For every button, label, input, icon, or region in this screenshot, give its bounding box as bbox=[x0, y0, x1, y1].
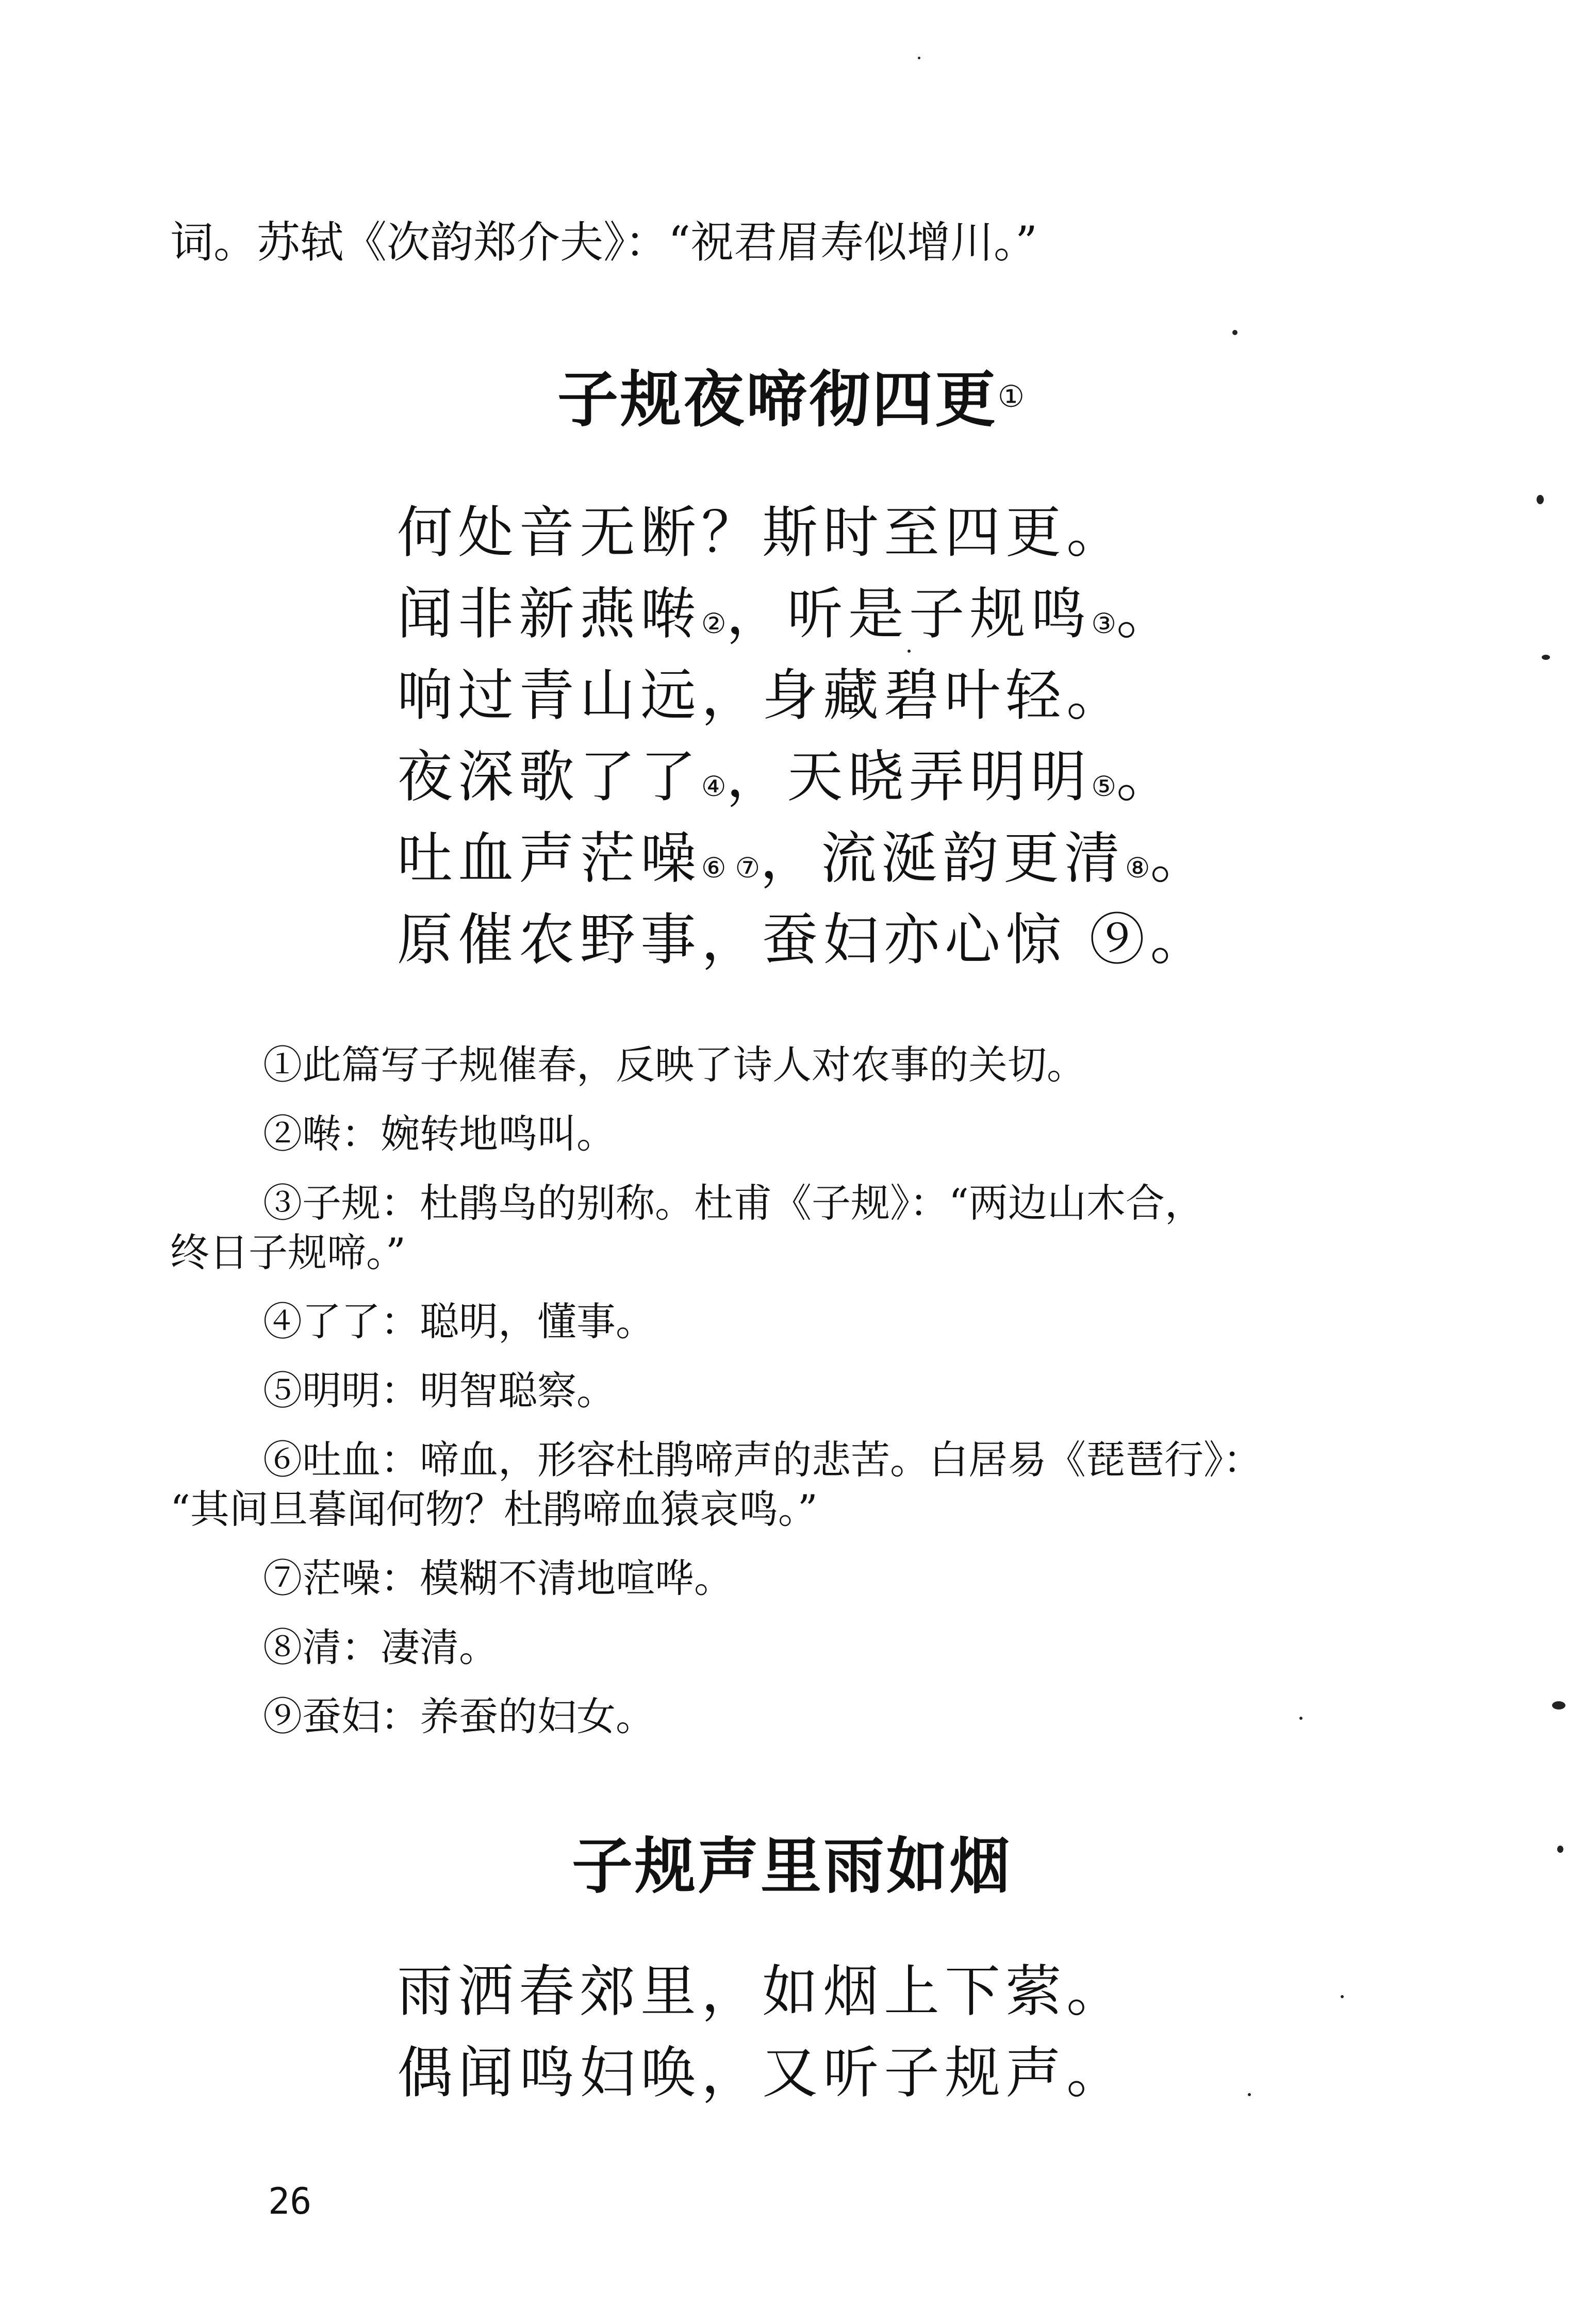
poem-2-line: 雨洒春郊里，如烟上下萦。 bbox=[397, 1960, 1128, 2024]
poem-1-body bbox=[397, 492, 1428, 981]
footnote-mark: ④ bbox=[701, 770, 727, 803]
scan-speck bbox=[1557, 1846, 1563, 1853]
previous-note-continuation: 词。苏轼《次韵郑介夫》：“祝君眉寿似增川。” bbox=[170, 217, 1037, 268]
footnote-3 bbox=[170, 1178, 1418, 1277]
poem-line-text: 夜深歌了了 bbox=[397, 745, 702, 809]
page-number: 26 bbox=[268, 2180, 312, 2222]
footnote-text: ⑤明明：明智聪察。 bbox=[263, 1368, 616, 1414]
footnote-text: ⑥吐血：啼血，形容杜鹃啼声的悲苦。白居易《琵琶行》： bbox=[263, 1437, 1262, 1483]
poem-line-text: 。 bbox=[1116, 745, 1177, 809]
poem-1-line: 何处音无断？斯时至四更。 bbox=[397, 501, 1128, 565]
scan-speck bbox=[1232, 330, 1238, 335]
poem-1-line: 原催农野事，蚕妇亦心惊 ⑨。 bbox=[397, 908, 1211, 972]
poem-2-line: 偶闻鸣妇唤，又听子规声。 bbox=[397, 2041, 1128, 2105]
poem-title-1-text: 子规夜啼彻四更 bbox=[557, 364, 998, 435]
footnote-5 bbox=[170, 1366, 1418, 1416]
scan-speck bbox=[1248, 2093, 1251, 2096]
footnote-text: ①此篇写子规催春，反映了诗人对农事的关切。 bbox=[263, 1042, 1086, 1088]
poem-line-text: 。 bbox=[1116, 582, 1177, 646]
footnote-continuation: “其间旦暮闻何物？杜鹃啼血猿哀鸣。” bbox=[170, 1486, 818, 1532]
footnote-text: ④了了：聪明，懂事。 bbox=[263, 1299, 655, 1344]
scan-speck bbox=[918, 57, 920, 59]
poem-1-line bbox=[397, 737, 1428, 818]
footnote-text: ⑧清：凄清。 bbox=[263, 1624, 498, 1670]
scan-speck bbox=[1542, 655, 1550, 660]
footnote-8 bbox=[170, 1623, 1418, 1672]
poem-title-1 bbox=[0, 361, 1584, 438]
poem-line-text: ，天晓弄明明 bbox=[726, 745, 1092, 809]
footnote-6 bbox=[170, 1435, 1418, 1534]
footnote-mark: ③ bbox=[1091, 607, 1116, 640]
poem-1-line bbox=[397, 818, 1428, 900]
poem-1-line: 响过青山远，身藏碧叶轻。 bbox=[397, 663, 1128, 728]
footnote-text: ⑦茫噪：模糊不清地喧哗。 bbox=[263, 1555, 733, 1601]
footnote-text: ②啭：婉转地鸣叫。 bbox=[263, 1111, 616, 1157]
poem-title-1-footnote-mark: ① bbox=[998, 379, 1027, 414]
footnotes bbox=[170, 1040, 1418, 1761]
footnote-4 bbox=[170, 1297, 1418, 1347]
footnote-2 bbox=[170, 1109, 1418, 1159]
footnote-mark: ② bbox=[701, 607, 727, 640]
poem-title-2: 子规声里雨如烟 bbox=[571, 1831, 1012, 1902]
footnote-9 bbox=[170, 1692, 1418, 1741]
poem-line-text: ，流涎韵更清 bbox=[760, 826, 1126, 891]
scan-speck bbox=[1299, 1717, 1302, 1720]
scan-speck bbox=[1537, 495, 1544, 504]
scan-speck bbox=[1341, 1995, 1344, 1998]
footnote-continuation: 终日子规啼。” bbox=[170, 1230, 406, 1275]
scan-speck bbox=[1552, 1701, 1565, 1709]
footnote-1 bbox=[170, 1040, 1418, 1090]
poem-2-body bbox=[397, 1951, 1428, 2114]
footnote-mark: ⑥ ⑦ bbox=[701, 852, 761, 884]
poem-1-line bbox=[397, 574, 1428, 655]
footnote-mark: ⑤ bbox=[1091, 770, 1116, 803]
footnote-text: ⑨蚕妇：养蚕的妇女。 bbox=[263, 1694, 655, 1739]
poem-line-text: 吐血声茫噪 bbox=[397, 826, 702, 891]
poem-line-text: ，听是子规鸣 bbox=[726, 582, 1092, 646]
footnote-mark: ⑧ bbox=[1125, 852, 1150, 884]
poem-line-text: 。 bbox=[1150, 826, 1211, 891]
footnote-text: ③子规：杜鹃鸟的别称。杜甫《子规》：“两边山木合， bbox=[263, 1180, 1204, 1226]
poem-line-text: 闻非新燕啭 bbox=[397, 582, 702, 646]
footnote-7 bbox=[170, 1554, 1418, 1603]
scan-speck bbox=[908, 650, 911, 653]
